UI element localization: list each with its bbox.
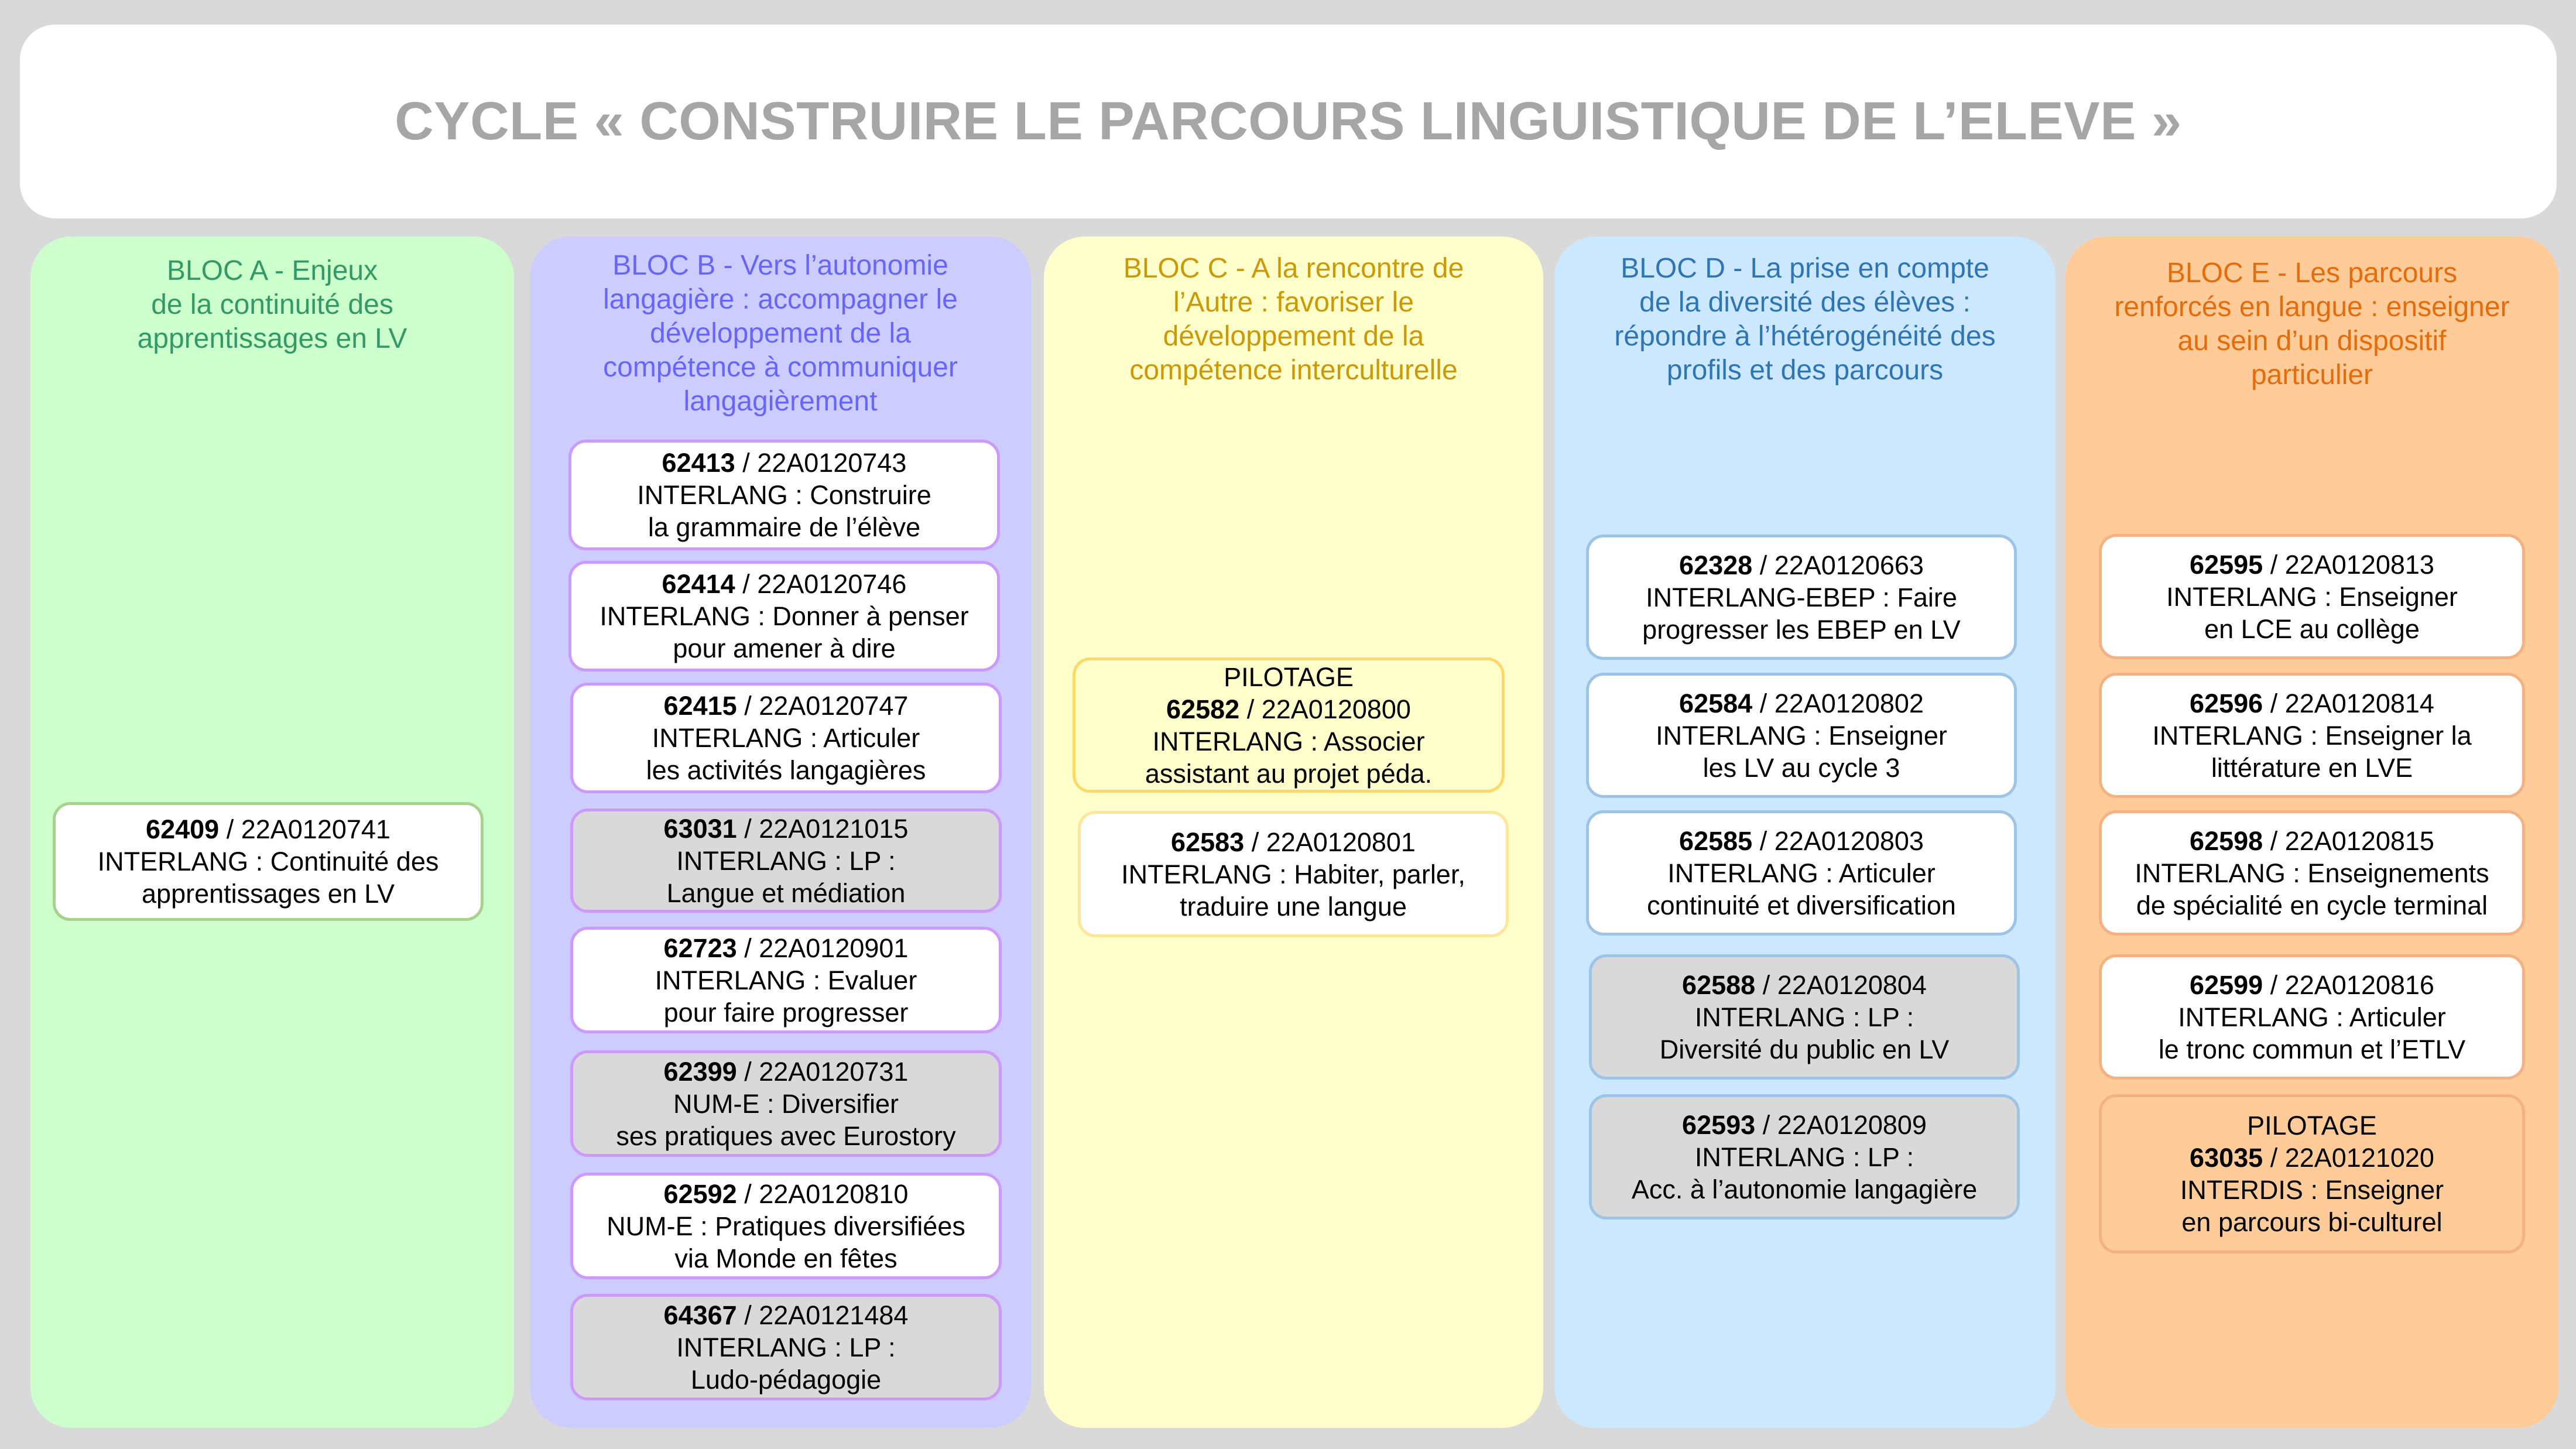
card-code-line <box>2190 1142 2434 1174</box>
card-line: ses pratiques avec Eurostory <box>616 1121 956 1151</box>
bloc-title-line: BLOC C - A la rencontre de <box>1123 253 1464 284</box>
card-code: 64367 <box>663 1300 737 1330</box>
card-line: INTERLANG : Enseigner la <box>2152 720 2472 751</box>
card-code-line <box>664 1056 909 1088</box>
training-card[interactable] <box>2099 810 2525 936</box>
training-card[interactable] <box>2099 673 2525 798</box>
card-line: INTERLANG : Enseigner <box>2166 581 2458 612</box>
card-pilotage: PILOTAGE <box>1224 662 1354 692</box>
card-ref: / 22A0120901 <box>737 933 909 963</box>
card-code-line <box>1679 549 1924 581</box>
training-card[interactable] <box>1586 810 2017 936</box>
bloc-title-line: de la continuité des <box>151 289 393 320</box>
training-card[interactable] <box>53 802 484 921</box>
bloc-title-line: compétence interculturelle <box>1129 355 1458 386</box>
card-line: en parcours bi-culturel <box>2181 1207 2443 1237</box>
card-ref: / 22A0121015 <box>737 813 909 844</box>
card-ref: / 22A0121484 <box>737 1300 909 1330</box>
training-card[interactable] <box>1586 535 2017 660</box>
bloc-title-line: développement de la <box>1163 321 1424 352</box>
card-ref: / 22A0120801 <box>1244 827 1416 857</box>
card-ref: / 22A0120741 <box>219 814 390 844</box>
card-code: 62414 <box>662 569 735 599</box>
card-line: INTERLANG : Articuler <box>652 723 920 753</box>
card-code-line <box>1682 969 1927 1001</box>
training-card[interactable] <box>570 683 1002 793</box>
training-card[interactable] <box>2099 1094 2525 1253</box>
card-code-line <box>2190 687 2434 720</box>
card-line: INTERLANG : Construire <box>637 480 931 510</box>
card-code: 62413 <box>662 448 735 478</box>
card-line: INTERLANG : Articuler <box>1667 858 1936 888</box>
card-code-line <box>662 447 907 479</box>
training-card[interactable] <box>1073 657 1505 793</box>
bloc-a-column <box>30 237 514 1428</box>
bloc-b-column <box>530 237 1031 1428</box>
card-line: INTERLANG : Evaluer <box>655 965 917 995</box>
card-code-line <box>662 568 907 600</box>
bloc-d-title <box>1554 252 2056 388</box>
training-card[interactable] <box>570 1173 1002 1279</box>
card-code: 62409 <box>146 814 220 844</box>
bloc-title-line: apprentissages en LV <box>137 323 407 354</box>
card-line: la grammaire de l’élève <box>648 512 921 542</box>
card-code: 62584 <box>1679 688 1753 718</box>
card-line: INTERLANG : LP : <box>676 1332 896 1362</box>
training-card[interactable] <box>2099 954 2525 1080</box>
card-line: Ludo-pédagogie <box>690 1364 882 1395</box>
bloc-title-line: profils et des parcours <box>1666 355 1944 386</box>
card-code-line <box>664 1299 909 1331</box>
card-code-line <box>664 932 909 964</box>
training-card[interactable] <box>2099 534 2525 659</box>
card-code: 63035 <box>2190 1143 2263 1173</box>
card-code: 62583 <box>1171 827 1245 857</box>
card-line: INTERLANG : Habiter, parler, <box>1121 859 1465 889</box>
bloc-title-line: BLOC B - Vers l’autonomie <box>612 250 948 281</box>
card-line: en LCE au collège <box>2204 614 2420 644</box>
card-code-line <box>2190 549 2434 581</box>
card-ref: / 22A0120746 <box>735 569 907 599</box>
training-card[interactable] <box>1586 673 2017 798</box>
card-code-line <box>1682 1109 1927 1141</box>
card-line: INTERDIS : Enseigner <box>2180 1175 2444 1205</box>
card-ref: / 22A0120747 <box>737 691 909 721</box>
card-code: 62328 <box>1679 550 1753 580</box>
card-code-line <box>664 813 909 845</box>
card-line: INTERLANG : Enseigner <box>1656 720 1947 751</box>
card-code-line <box>1679 825 1924 857</box>
card-code-line <box>2190 825 2434 857</box>
card-line: assistant au projet péda. <box>1145 758 1433 789</box>
card-ref: / 22A0120816 <box>2263 970 2434 1000</box>
bloc-b-title <box>530 249 1031 419</box>
bloc-e-column <box>2065 237 2558 1428</box>
card-line: Langue et médiation <box>666 878 906 908</box>
card-line: via Monde en fêtes <box>674 1243 898 1273</box>
card-code: 62599 <box>2190 970 2263 1000</box>
training-card[interactable] <box>570 1050 1002 1157</box>
bloc-title-line: BLOC D - La prise en compte <box>1621 253 1989 284</box>
card-ref: / 22A0120731 <box>737 1056 909 1087</box>
card-line: Diversité du public en LV <box>1659 1034 1950 1064</box>
bloc-title-line: répondre à l’hétérogénéité des <box>1614 321 1996 352</box>
card-line: le tronc commun et l’ETLV <box>2158 1034 2466 1064</box>
card-ref: / 22A0120809 <box>1755 1109 1927 1140</box>
card-code: 62723 <box>663 933 737 963</box>
card-line: les LV au cycle 3 <box>1703 752 1900 783</box>
training-card[interactable] <box>570 1294 1002 1400</box>
bloc-title-line: l’Autre : favoriser le <box>1173 287 1414 318</box>
bloc-e-title <box>2065 256 2558 392</box>
training-card[interactable] <box>570 927 1002 1033</box>
card-line: pour amener à dire <box>673 633 896 663</box>
bloc-title-line: développement de la <box>650 318 911 349</box>
bloc-d-column <box>1554 237 2056 1428</box>
bloc-title-line: BLOC A - Enjeux <box>166 255 378 286</box>
card-code: 62399 <box>663 1056 737 1087</box>
card-code: 62595 <box>2190 549 2263 580</box>
card-line: traduire une langue <box>1180 891 1407 922</box>
card-line: INTERLANG : Continuité des <box>97 847 439 876</box>
card-ref: / 22A0120810 <box>737 1179 909 1209</box>
card-code: 62415 <box>663 691 737 721</box>
bloc-title-line: renforcés en langue : enseigner <box>2114 292 2510 323</box>
card-code-line <box>664 1178 909 1210</box>
card-code: 62592 <box>663 1179 737 1209</box>
card-code-line <box>2190 969 2434 1001</box>
bloc-title-line: langagière : accompagner le <box>603 284 958 315</box>
bloc-c-title <box>1044 252 1543 388</box>
card-ref: / 22A0120815 <box>2263 825 2434 856</box>
bloc-c-column <box>1044 237 1543 1428</box>
card-ref: / 22A0120813 <box>2263 549 2434 580</box>
training-card[interactable] <box>568 561 1000 672</box>
card-code: 62598 <box>2190 825 2263 856</box>
card-line: littérature en LVE <box>2211 752 2413 783</box>
card-line: progresser les EBEP en LV <box>1642 614 1961 645</box>
card-line: les activités langagières <box>646 755 926 785</box>
card-code: 62582 <box>1166 694 1240 724</box>
card-line: apprentissages en LV <box>142 879 395 909</box>
page-title: CYCLE « CONSTRUIRE LE PARCOURS LINGUISTIQUE DE L’ELEVE » <box>395 91 2182 151</box>
card-ref: / 22A0120800 <box>1239 694 1411 724</box>
card-line: continuité et diversification <box>1647 890 1956 920</box>
card-line: INTERLANG : Enseignements <box>2135 858 2489 888</box>
bloc-title-line: langagièrement <box>683 386 878 417</box>
bloc-title-line: particulier <box>2250 359 2373 390</box>
bloc-title-line: au sein d’un dispositif <box>2177 326 2447 357</box>
card-ref: / 22A0121020 <box>2263 1143 2434 1173</box>
card-line: INTERLANG : Articuler <box>2178 1002 2446 1032</box>
card-code-line <box>1171 826 1416 858</box>
card-line: NUM-E : Diversifier <box>673 1088 899 1119</box>
card-code: 63031 <box>663 813 737 844</box>
training-card[interactable] <box>1589 1094 2020 1220</box>
bloc-title-line: BLOC E - Les parcours <box>2166 258 2458 289</box>
training-card[interactable] <box>570 809 1002 913</box>
card-ref: / 22A0120663 <box>1752 550 1924 580</box>
card-code: 62585 <box>1679 825 1753 856</box>
card-code-line <box>1679 687 1924 720</box>
bloc-title-line: de la diversité des élèves : <box>1639 287 1971 318</box>
training-card[interactable] <box>1589 954 2020 1080</box>
card-line: INTERLANG : Associer <box>1152 726 1425 756</box>
card-pilotage: PILOTAGE <box>2247 1111 2377 1140</box>
bloc-a-title <box>30 254 514 356</box>
card-line: INTERLANG : Donner à penser <box>600 601 969 631</box>
page-header <box>20 25 2557 218</box>
card-code-line <box>1166 693 1411 725</box>
card-line: pour faire progresser <box>663 997 909 1027</box>
card-line: INTERLANG-EBEP : Faire <box>1646 582 1957 612</box>
card-line: INTERLANG : LP : <box>1694 1002 1914 1032</box>
card-ref: / 22A0120743 <box>735 448 907 478</box>
card-ref: / 22A0120803 <box>1752 825 1924 856</box>
card-code-line <box>664 690 909 722</box>
card-code: 62588 <box>1682 970 1756 1000</box>
card-code-line <box>146 813 390 845</box>
bloc-title-line: compétence à communiquer <box>603 352 958 383</box>
card-ref: / 22A0120804 <box>1755 970 1927 1000</box>
card-code: 62593 <box>1682 1109 1756 1140</box>
card-line: de spécialité en cycle terminal <box>2136 890 2488 920</box>
card-line: INTERLANG : LP : <box>676 845 896 876</box>
card-code: 62596 <box>2190 688 2263 718</box>
card-line: Acc. à l’autonomie langagière <box>1631 1174 1978 1204</box>
card-ref: / 22A0120802 <box>1752 688 1924 718</box>
card-ref: / 22A0120814 <box>2263 688 2434 718</box>
card-line: NUM-E : Pratiques diversifiées <box>607 1211 965 1241</box>
training-card[interactable] <box>568 440 1000 550</box>
card-line: INTERLANG : LP : <box>1694 1142 1914 1172</box>
training-card[interactable] <box>1078 811 1509 937</box>
